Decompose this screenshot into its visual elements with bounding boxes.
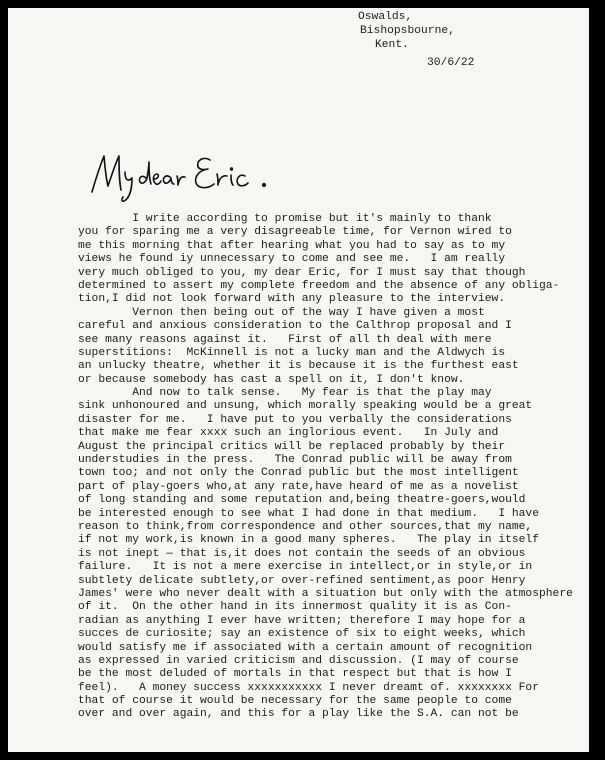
letter-page [8,8,589,752]
body-line: would satisfy me if associated with a certain amount of recognition [78,641,533,654]
body-line: disaster for me. I have put to you verbally the considerations [78,413,512,426]
body-line: me this morning that after hearing what you had to say as to my [78,239,506,252]
body-line: or because somebody has cast a spell on it, I don't know. [78,373,465,386]
body-line: subtlety delicate subtlety,or over-refined sentiment,as poor Henry [78,574,526,587]
body-line: see many reasons against it. First of all th deal with mere [78,333,492,346]
body-line: radian as anything I ever have written; therefore I may hope for a [78,614,526,627]
address-line-3: Kent. [375,39,409,51]
body-line: that of course it would be necessary for the same people to come [78,695,512,708]
body-line: Vernon then being out of the way I have given a most [78,306,485,319]
body-line: careful and anxious consideration to the Calthrop proposal and I [78,320,512,333]
body-line: as expressed in varied criticism and discussion. (I may of course [78,654,519,667]
body-line: failure. It is not a mere exercise in intellect,or in style,or in [78,561,533,574]
body-line: determined to assert my complete freedom and the absence of any obliga- [78,279,560,292]
body-line: succes de curiosite; say an existence of six to eight weeks, which [78,628,526,641]
body-line: an unlucky theatre, whether it is because it is the furthest east [78,360,519,373]
address-line-1: Oswalds, [358,11,413,23]
letter-body [78,213,588,722]
body-line: tion,I did not look forward with any pleasure to the interview. [78,293,506,306]
body-line: understudies in the press. The Conrad public will be away from [78,454,512,467]
salutation-handwriting [88,148,278,203]
body-line: feel). A money success xxxxxxxxxxx I never dreamt of. xxxxxxxx For [78,681,539,694]
body-line: I write according to promise but it's mainly to thank [78,213,492,225]
body-line: be interested enough to see what I had done in that medium. I have [78,507,539,520]
body-line: very much obliged to you, my dear Eric, for I must say that though [78,266,526,279]
body-line: reason to think,from correspondence and other sources,that my name, [78,520,533,533]
body-line: if not my work,is known in a good many spheres. The play in itself [78,534,539,547]
body-line: superstitions: McKinnell is not a lucky man and the Aldwych is [78,346,506,359]
body-line: And now to talk sense. My fear is that the play may [78,387,492,400]
body-line: is not inept — that is,it does not contain the seeds of an obvious [78,547,526,560]
handwritten-salutation [88,148,278,203]
body-line: be the most deluded of mortals in that respect but that is how I [78,668,512,681]
body-line: part of play-goers who,at any rate,have heard of me as a novelist [78,480,519,493]
body-line: of long standing and some reputation and,being theatre-goers,would [78,494,526,507]
body-line: views he found iy unnecessary to come and see me. I am really [78,253,506,266]
body-line: James' were who never dealt with a situation but only with the atmosphere [78,587,573,600]
body-line: town too; and not only the Conrad public but the most intelligent [78,467,519,480]
body-line: over and over again, and this for a play like the S.A. can not be [78,708,519,721]
letter-date: 30/6/22 [427,57,475,69]
sender-address [358,10,475,97]
body-line: sink unhonoured and unsung, which morally speaking would be a great [78,400,533,413]
body-line: that make me fear xxxx such an inglorious event. In July and [78,427,499,440]
body-line: of it. On the other hand in its innermost quality it is as Con- [78,601,512,614]
address-line-2: Bishopsbourne, [360,25,455,37]
body-line: you for sparing me a very disagreeable time, for Vernon wired to [78,226,512,239]
body-line: August the principal critics will be replaced probably by their [78,440,506,453]
